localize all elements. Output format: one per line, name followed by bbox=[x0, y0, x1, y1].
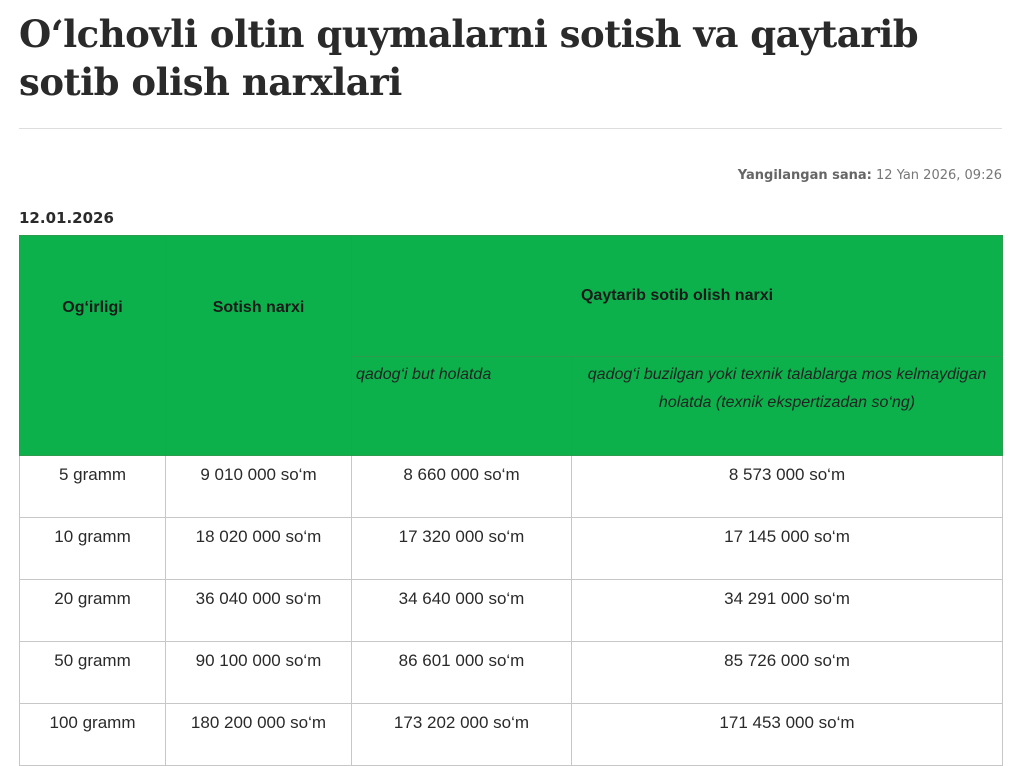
title-divider bbox=[19, 128, 1002, 129]
cell-sell-price: 9 010 000 so‘m bbox=[166, 456, 352, 518]
page-title: O‘lchovli oltin quymalarni sotish va qaytarib sotib olish narxlari bbox=[19, 12, 919, 104]
header-buyback-price: Qaytarib sotib olish narxi bbox=[352, 236, 1003, 357]
cell-weight: 100 gramm bbox=[20, 704, 166, 766]
cell-sell-price: 90 100 000 so‘m bbox=[166, 642, 352, 704]
cell-weight: 5 gramm bbox=[20, 456, 166, 518]
updated-value: 12 Yan 2026, 09:26 bbox=[876, 168, 1002, 183]
header-buyback-damaged: qadog‘i buzilgan yoki texnik talablarga mos kelmaydigan holatda (texnik ekspertizadan so‘ng) bbox=[572, 357, 1003, 456]
cell-sell-price: 180 200 000 so‘m bbox=[166, 704, 352, 766]
cell-sell-price: 36 040 000 so‘m bbox=[166, 580, 352, 642]
header-sell-price: Sotish narxi bbox=[166, 236, 352, 456]
cell-buyback-intact: 86 601 000 so‘m bbox=[352, 642, 572, 704]
updated-label: Yangilangan sana: bbox=[737, 168, 872, 183]
cell-buyback-intact: 34 640 000 so‘m bbox=[352, 580, 572, 642]
cell-buyback-damaged: 171 453 000 so‘m bbox=[572, 704, 1003, 766]
cell-buyback-intact: 17 320 000 so‘m bbox=[352, 518, 572, 580]
cell-buyback-damaged: 8 573 000 so‘m bbox=[572, 456, 1003, 518]
price-date: 12.01.2026 bbox=[19, 209, 114, 227]
cell-buyback-damaged: 34 291 000 so‘m bbox=[572, 580, 1003, 642]
updated-date bbox=[738, 168, 1002, 183]
table-header-row bbox=[20, 236, 1003, 357]
cell-weight: 10 gramm bbox=[20, 518, 166, 580]
table-row bbox=[20, 518, 1003, 580]
cell-weight: 50 gramm bbox=[20, 642, 166, 704]
cell-buyback-intact: 8 660 000 so‘m bbox=[352, 456, 572, 518]
table-row bbox=[20, 642, 1003, 704]
cell-buyback-intact: 173 202 000 so‘m bbox=[352, 704, 572, 766]
table-row bbox=[20, 704, 1003, 766]
cell-weight: 20 gramm bbox=[20, 580, 166, 642]
table-row bbox=[20, 580, 1003, 642]
header-buyback-intact: qadog‘i but holatda bbox=[352, 357, 572, 456]
price-table bbox=[19, 235, 1003, 766]
cell-buyback-damaged: 85 726 000 so‘m bbox=[572, 642, 1003, 704]
table-row bbox=[20, 456, 1003, 518]
cell-buyback-damaged: 17 145 000 so‘m bbox=[572, 518, 1003, 580]
header-weight: Og‘irligi bbox=[20, 236, 166, 456]
cell-sell-price: 18 020 000 so‘m bbox=[166, 518, 352, 580]
